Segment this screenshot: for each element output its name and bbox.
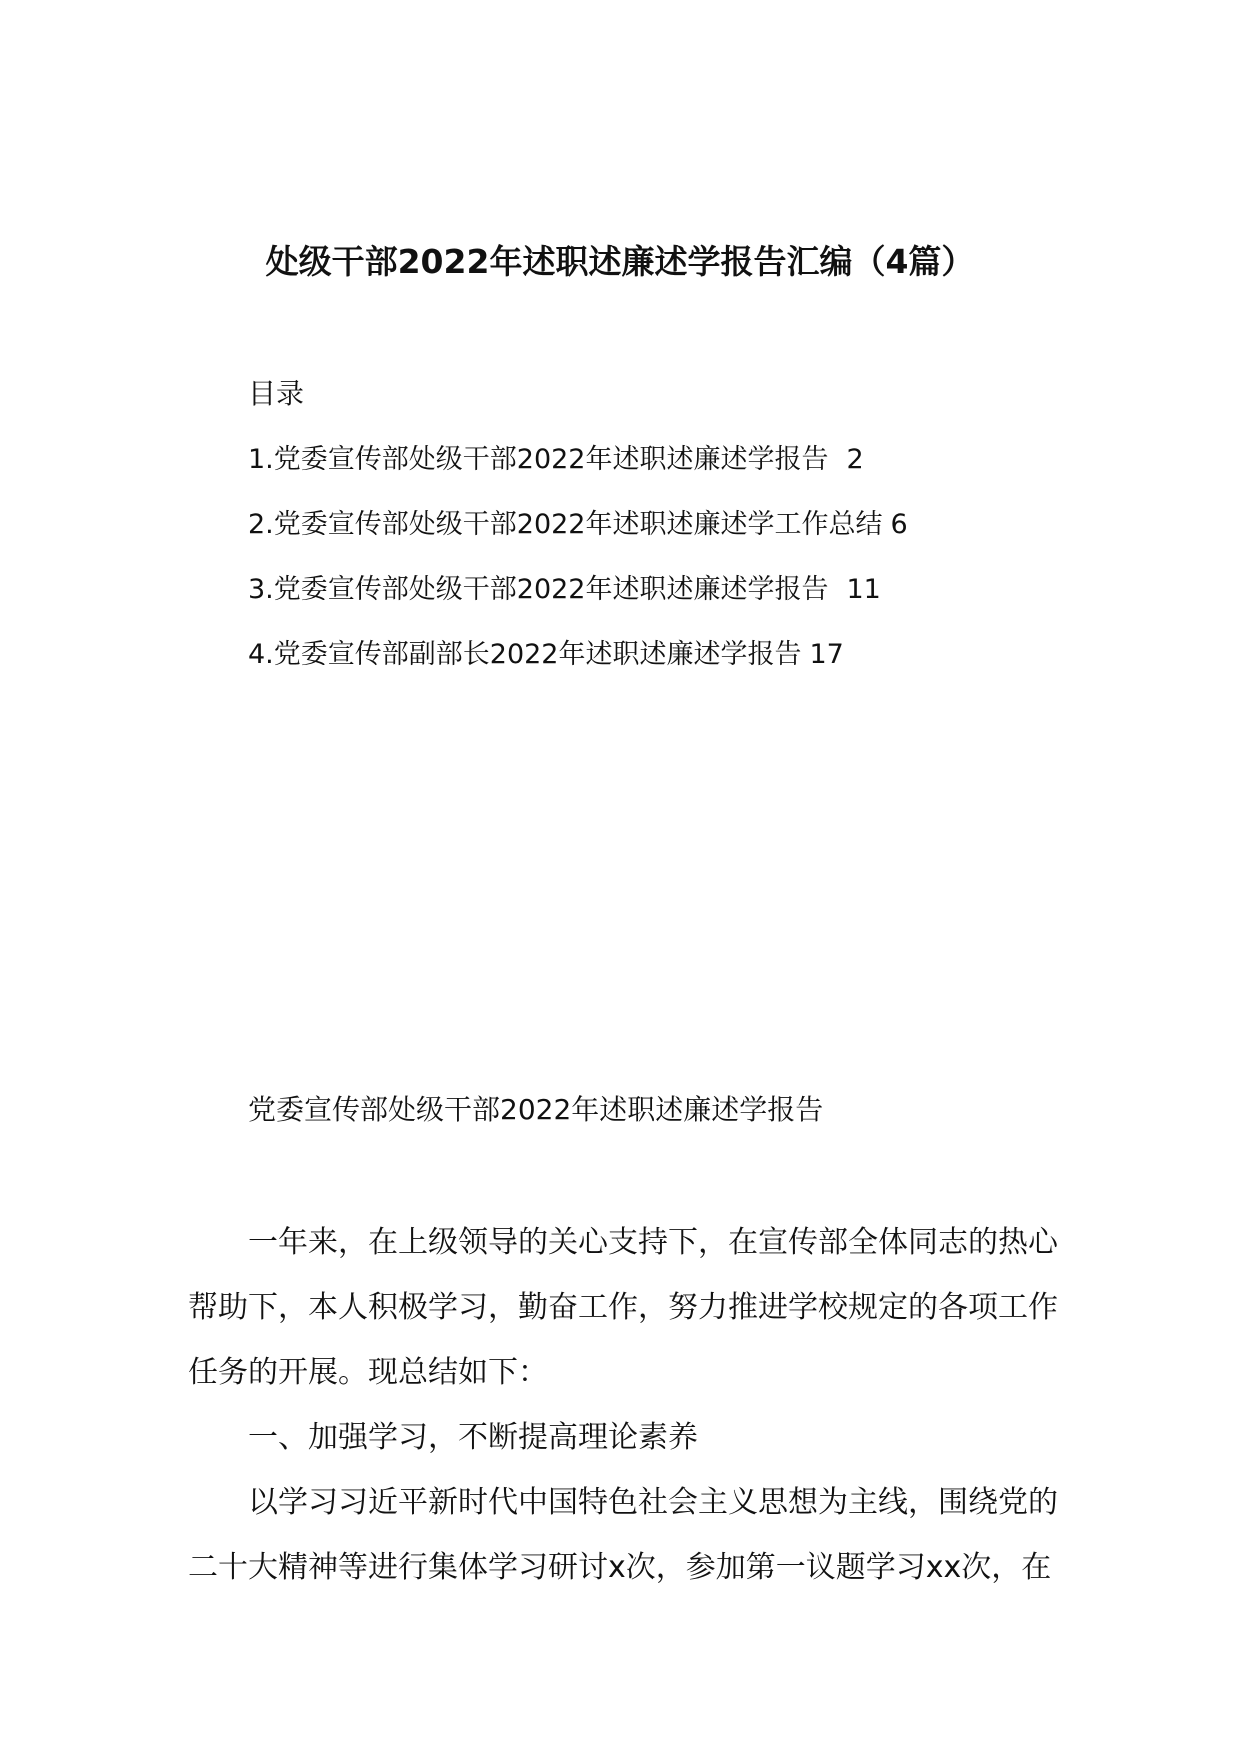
toc-item-label: 1.党委宣传部处级干部2022年述职述廉述学报告 (248, 444, 829, 475)
toc-item[interactable] (248, 440, 908, 505)
toc-item-page: 6 (890, 509, 908, 540)
toc-item-label: 3.党委宣传部处级干部2022年述职述廉述学报告 (248, 574, 829, 605)
toc-item-page: 2 (846, 444, 864, 475)
toc-item[interactable] (248, 570, 908, 635)
document-title: 处级干部2022年述职述廉述学报告汇编（4篇） (265, 242, 975, 281)
section-heading: 一、加强学习，不断提高理论素养 (248, 1420, 698, 1455)
toc-heading: 目录 (248, 377, 305, 410)
toc-item[interactable] (248, 505, 908, 570)
body-paragraph: 一年来，在上级领导的关心支持下，在宣传部全体同志的热心帮助下，本人积极学习，勤奋工作，努力推进学校规定的各项工作任务的开展。现总结如下： (188, 1225, 1058, 1390)
toc-item-label: 2.党委宣传部处级干部2022年述职述廉述学工作总结 (248, 509, 883, 540)
toc-item-page: 11 (846, 574, 881, 605)
toc-item-page: 17 (809, 639, 844, 670)
table-of-contents (248, 440, 908, 700)
section-title: 党委宣传部处级干部2022年述职述廉述学报告 (248, 1093, 824, 1126)
body-paragraph: 以学习习近平新时代中国特色社会主义思想为主线，围绕党的二十大精神等进行集体学习研讨x次，参加第一议题学习xx次，在 (188, 1485, 1058, 1585)
toc-item[interactable] (248, 635, 908, 700)
toc-item-label: 4.党委宣传部副部长2022年述职述廉述学报告 (248, 639, 802, 670)
